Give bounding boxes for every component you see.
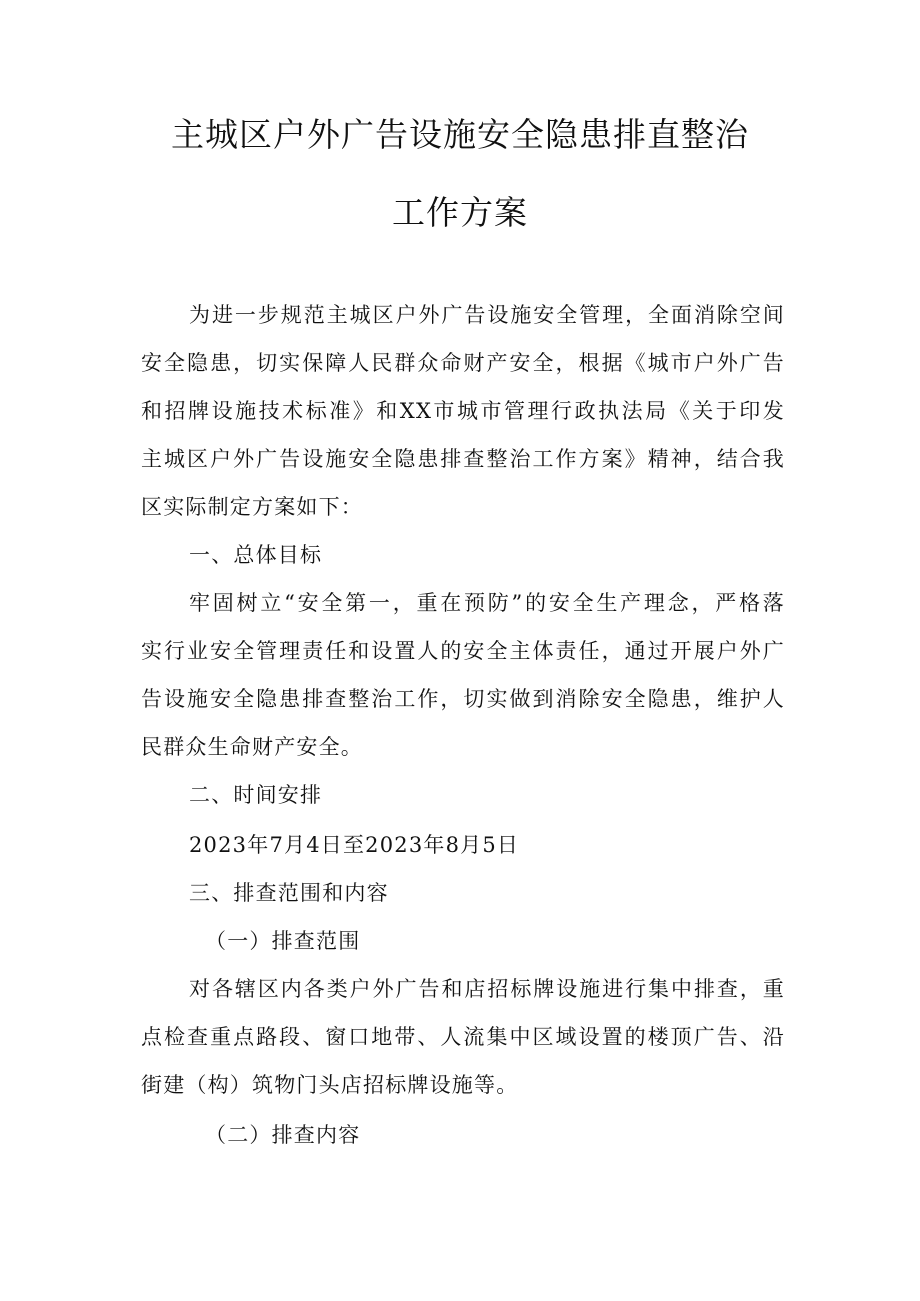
paragraph-line: 点检查重点路段、窗口地带、人流集中区域设置的楼顶广告、沿 [141, 1025, 785, 1049]
subsection-heading: （二）排查内容 [205, 1123, 361, 1147]
paragraph-line: 和招牌设施技术标准》和XX市城市管理行政执法局《关于印发 [141, 399, 785, 423]
date-range-line: 2023年7月4日至2023年8月5日 [189, 833, 520, 857]
paragraph-line: 对各辖区内各类户外广告和店招标牌设施进行集中排查，重 [189, 977, 785, 1001]
document-title-line-1: 主城区户外广告设施安全隐患排直整治 [171, 115, 749, 154]
paragraph-line: 为进一步规范主城区户外广告设施安全管理，全面消除空间 [189, 303, 785, 327]
section-heading: 一、总体目标 [189, 543, 323, 567]
section-heading: 二、时间安排 [189, 783, 323, 807]
paragraph-line: 主城区户外广告设施安全隐患排查整治工作方案》精神，结合我 [141, 447, 785, 471]
subsection-heading: （一）排查范围 [205, 929, 361, 953]
document-title-line-2: 工作方案 [392, 193, 528, 232]
paragraph-line: 实行业安全管理责任和设置人的安全主体责任，通过开展户外广 [141, 639, 785, 663]
paragraph-line: 牢固树立“安全第一，重在预防”的安全生产理念，严格落 [189, 591, 785, 615]
paragraph-line: 告设施安全隐患排查整治工作，切实做到消除安全隐患，维护人 [141, 687, 785, 711]
paragraph-line: 街建（构）筑物门头店招标牌设施等。 [141, 1073, 519, 1097]
paragraph-line: 区实际制定方案如下： [141, 495, 363, 519]
paragraph-line: 民群众生命财产安全。 [141, 735, 363, 759]
section-heading: 三、排查范围和内容 [189, 881, 389, 905]
paragraph-line: 安全隐患，切实保障人民群众命财产安全，根据《城市户外广告 [141, 351, 785, 375]
